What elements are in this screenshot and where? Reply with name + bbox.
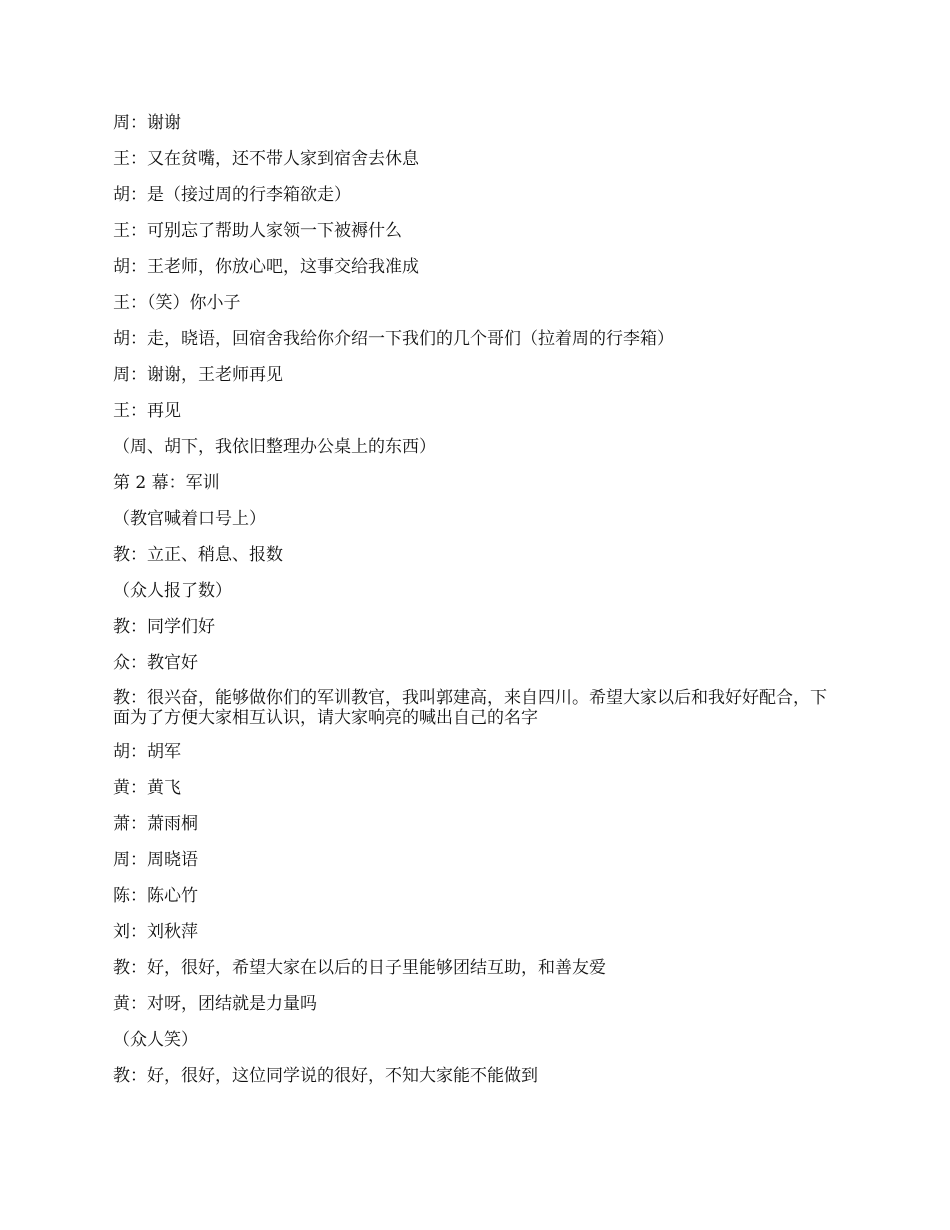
dialogue-line: 周：谢谢，王老师再见 xyxy=(113,365,283,385)
script-body xyxy=(113,112,843,1101)
dialogue-line: 教：很兴奋，能够做你们的军训教官，我叫郭建高，来自四川。希望大家以后和我好好配合，下面为了方便大家相互认识，请大家响亮的喊出自己的名字 xyxy=(113,688,827,728)
dialogue-line: 胡：走，晓语，回宿舍我给你介绍一下我们的几个哥们（拉着周的行李箱） xyxy=(113,329,674,349)
dialogue-line: 黄：对呀，团结就是力量吗 xyxy=(113,994,317,1014)
stage-direction: （众人报了数） xyxy=(113,581,232,601)
dialogue-line: 众：教官好 xyxy=(113,653,198,673)
dialogue-line: 王：（笑）你小子 xyxy=(113,293,241,313)
dialogue-line: 王：可别忘了帮助人家领一下被褥什么 xyxy=(113,221,402,241)
dialogue-line: 教：好，很好，这位同学说的很好，不知大家能不能做到 xyxy=(113,1066,538,1086)
dialogue-line: 胡：胡军 xyxy=(113,742,181,762)
scene-heading: 第 2 幕：军训 xyxy=(113,473,220,493)
dialogue-line: 黄：黄飞 xyxy=(113,778,181,798)
dialogue-line: 周：谢谢 xyxy=(113,113,181,133)
dialogue-line: 胡：王老师，你放心吧，这事交给我准成 xyxy=(113,257,419,277)
dialogue-line: 刘：刘秋萍 xyxy=(113,922,198,942)
dialogue-line: 教：同学们好 xyxy=(113,617,215,637)
dialogue-line: 陈：陈心竹 xyxy=(113,886,198,906)
dialogue-line: 王：再见 xyxy=(113,401,181,421)
dialogue-line: 教：立正、稍息、报数 xyxy=(113,545,283,565)
dialogue-line: 周：周晓语 xyxy=(113,850,198,870)
dialogue-line: 胡：是（接过周的行李箱欲走） xyxy=(113,185,351,205)
dialogue-line: 萧：萧雨桐 xyxy=(113,814,198,834)
stage-direction: （众人笑） xyxy=(113,1030,198,1050)
stage-direction: （教官喊着口号上） xyxy=(113,509,266,529)
dialogue-line: 教：好，很好，希望大家在以后的日子里能够团结互助，和善友爱 xyxy=(113,958,606,978)
dialogue-line: 王：又在贫嘴，还不带人家到宿舍去休息 xyxy=(113,149,419,169)
stage-direction: （周、胡下，我依旧整理办公桌上的东西） xyxy=(113,437,436,457)
